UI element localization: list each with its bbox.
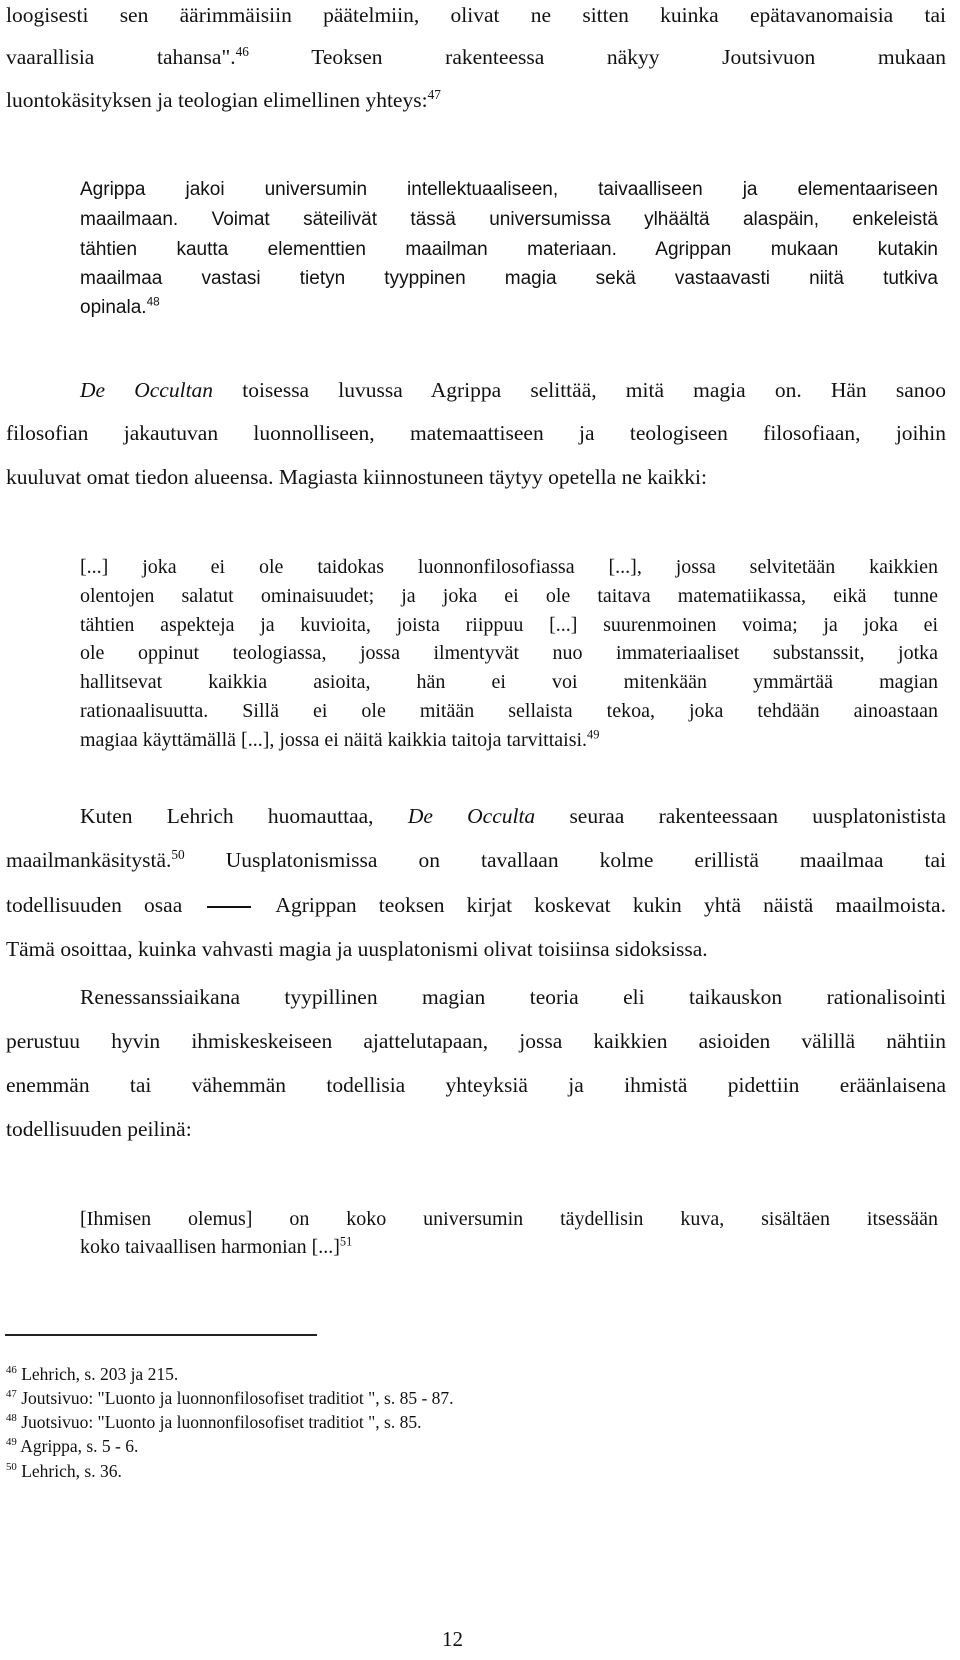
paragraph-4-line-3	[6, 1073, 946, 1097]
paragraph-4-line-2	[6, 1029, 946, 1053]
paragraph-3-line-4	[6, 937, 708, 961]
text-span: Agrippa jakoi universumin intellektuaaliseen, taivaalliseen ja elementaariseen	[80, 179, 938, 200]
paragraph-4-line-4	[6, 1117, 192, 1141]
paragraph-4-line-1	[80, 985, 946, 1009]
quote-2-line-1	[80, 555, 938, 579]
quote-2-line-2	[80, 584, 938, 608]
paragraph-2-line-2	[6, 421, 946, 445]
work-title: De Occulta	[407, 804, 536, 828]
quote-2-line-7	[80, 728, 599, 752]
text-span: ole oppinut teologiassa, jossa ilmentyvät nuo immateriaaliset substanssit, jotka	[80, 642, 938, 664]
paragraph-1-line-2	[6, 45, 946, 69]
quote-1-line-4	[80, 267, 938, 291]
footnote-48	[6, 1410, 421, 1434]
quote-2-line-6	[80, 699, 938, 723]
footnote-ref: 51	[339, 1234, 353, 1249]
quote-1-line-3	[80, 238, 938, 262]
text-span: todellisuuden osaa	[6, 893, 183, 917]
paragraph-1-line-1	[6, 3, 946, 27]
text-span: toisessa luvussa Agrippa selittää, mitä magia on. Hän sanoo	[242, 378, 947, 402]
em-dash	[207, 906, 251, 908]
footnote-46	[6, 1362, 178, 1386]
text-span: enemmän tai vähemmän todellisia yhteyksiä ja ihmistä pidettiin eräänlaisena	[6, 1073, 946, 1097]
text-span: Tämä osoittaa, kuinka vahvasti magia ja uusplatonismi olivat toisiinsa sidoksissa.	[6, 937, 708, 961]
text-span: seuraa rakenteessaan uusplatonistista	[569, 804, 946, 828]
page-number: 12	[442, 1627, 463, 1651]
footnote-49	[6, 1434, 138, 1458]
text-span: tähtien kautta elementtien maailman materiaan. Agrippan mukaan kutakin	[80, 239, 938, 260]
text-span: Uusplatonismissa on tavallaan kolme erillistä maailmaa tai	[225, 848, 946, 872]
footnote-ref: 49	[587, 727, 600, 742]
text-span: magiaa käyttämällä [...], jossa ei näitä kaikkia taitoja tarvittaisi.	[80, 729, 588, 751]
footnote-number: 49	[6, 1436, 17, 1449]
text-span: opinala.	[80, 297, 147, 318]
text-span: Teoksen rakenteessa näkyy Joutsivuon mukaan	[311, 45, 946, 69]
footnote-separator	[5, 1334, 317, 1336]
footnote-ref: 46	[235, 43, 249, 59]
quote-2-line-4	[80, 641, 938, 665]
text-span: Renessanssiaikana tyypillinen magian teoria eli taikauskon rationalisointi	[80, 985, 946, 1009]
text-span: [...] joka ei ole taidokas luonnonfilosofiassa [...], jossa selvitetään kaikkien	[80, 556, 938, 578]
quote-2-line-3	[80, 613, 938, 637]
text-span: loogisesti sen äärimmäisiin päätelmiin, olivat ne sitten kuinka epätavanomaisia tai	[6, 3, 946, 27]
text-span: rationaalisuutta. Sillä ei ole mitään sellaista tekoa, joka tehdään ainoastaan	[80, 700, 938, 722]
text-span: vaarallisia tahansa".	[6, 45, 236, 69]
quote-3-line-1	[80, 1207, 938, 1231]
text-span: filosofian jakautuvan luonnolliseen, matemaattiseen ja teologiseen filosofiaan, joihin	[6, 421, 946, 445]
footnote-50	[6, 1459, 122, 1483]
footnote-text: Joutsivuo: "Luonto ja luonnonfilosofiset traditiot ", s. 85 - 87.	[21, 1388, 454, 1408]
quote-1-line-5	[80, 296, 160, 320]
footnote-number: 50	[6, 1461, 17, 1474]
text-span: Kuten Lehrich huomauttaa,	[80, 804, 374, 828]
paragraph-2-line-1	[80, 378, 946, 402]
quote-1-line-1	[80, 178, 938, 202]
quote-3-line-2	[80, 1235, 352, 1259]
footnote-text: Lehrich, s. 36.	[21, 1461, 122, 1481]
text-span: tähtien aspekteja ja kuvioita, joista riippuu [...] suurenmoinen voima; ja joka ei	[80, 614, 938, 636]
paragraph-3-line-1	[80, 804, 946, 828]
text-span: maailmankäsitystä.	[6, 848, 172, 872]
text-span: maailmaa vastasi tietyn tyyppinen magia sekä vastaavasti niitä tutkiva	[80, 268, 938, 289]
quote-1-line-2	[80, 208, 938, 232]
text-span: luontokäsityksen ja teologian elimellinen yhteys:	[6, 88, 428, 112]
paragraph-2-line-3	[6, 465, 707, 489]
text-span: koko taivaallisen harmonian [...]	[80, 1236, 340, 1258]
footnote-number: 48	[6, 1412, 17, 1425]
text-span: olentojen salatut ominaisuudet; ja joka ei ole taitava matematiikassa, eikä tunne	[80, 585, 938, 607]
footnote-text: Lehrich, s. 203 ja 215.	[21, 1364, 179, 1384]
paragraph-3-line-2	[6, 848, 946, 872]
footnote-text: Agrippa, s. 5 - 6.	[20, 1436, 139, 1456]
footnote-47	[6, 1386, 454, 1410]
text-span: [Ihmisen olemus] on koko universumin täydellisin kuva, sisältäen itsessään	[80, 1208, 938, 1230]
text-span: Agrippan teoksen kirjat koskevat kukin yhtä näistä maailmoista.	[275, 893, 946, 917]
paragraph-1-line-3	[6, 88, 441, 112]
text-span: kuuluvat omat tiedon alueensa. Magiasta kiinnostuneen täytyy opetella ne kaikki:	[6, 465, 707, 489]
footnote-text: Juotsivuo: "Luonto ja luonnonfilosofiset traditiot ", s. 85.	[21, 1412, 422, 1432]
text-span: todellisuuden peilinä:	[6, 1117, 192, 1141]
text-span: hallitsevat kaikkia asioita, hän ei voi mitenkään ymmärtää magian	[80, 671, 938, 693]
text-span: perustuu hyvin ihmiskeskeiseen ajattelutapaan, jossa kaikkien asioiden välillä nähtiin	[6, 1029, 946, 1053]
text-span: maailmaan. Voimat säteilivät tässä universumissa ylhäältä alaspäin, enkeleistä	[80, 209, 938, 230]
quote-2-line-5	[80, 670, 938, 694]
footnote-ref: 47	[427, 86, 441, 102]
footnote-number: 46	[6, 1364, 17, 1377]
paragraph-3-line-3	[6, 893, 946, 917]
footnote-ref: 48	[146, 295, 160, 309]
footnote-number: 47	[6, 1388, 17, 1401]
footnote-ref: 50	[171, 846, 185, 862]
work-title: De Occultan	[80, 378, 214, 402]
